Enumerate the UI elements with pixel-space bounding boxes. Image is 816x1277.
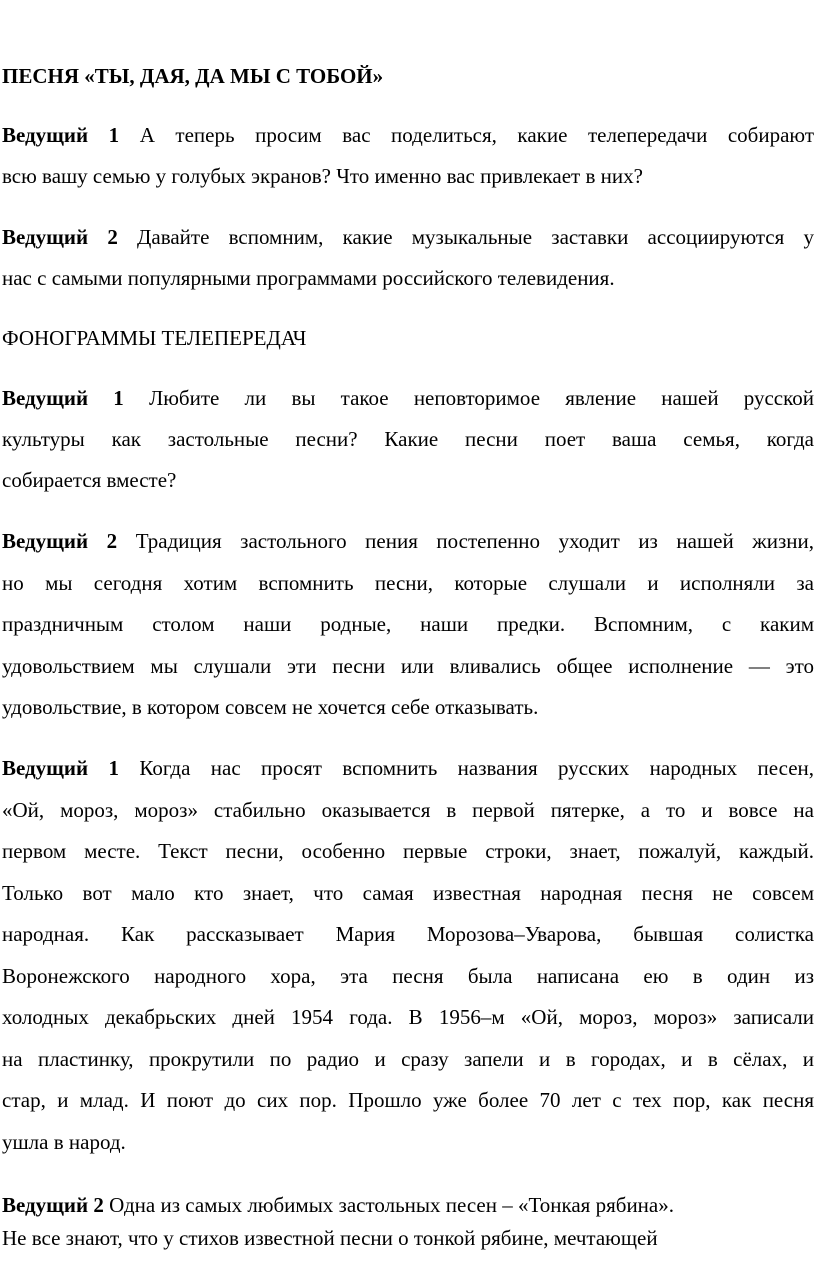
paragraph-line xyxy=(2,388,814,409)
paragraph-line xyxy=(2,758,814,779)
paragraph-text: Давайте вспомним, какие музыкальные заставки ассоциируются у xyxy=(137,225,814,249)
paragraph-line: удовольствием мы слушали эти песни или вливались общее исполнение — это xyxy=(2,654,814,678)
speaker-label: Ведущий 2 xyxy=(2,225,118,249)
paragraph-line: культуры как застольные песни? Какие песни поет ваша семья, когда xyxy=(2,427,814,451)
paragraph-line: холодных декабрьских дней 1954 года. В 1956–м «Ой, мороз, мороз» записали xyxy=(2,1005,814,1029)
paragraph-line xyxy=(2,1195,674,1216)
paragraph-text: Традиция застольного пения постепенно уходит из нашей жизни, xyxy=(135,529,815,553)
paragraph-line: на пластинку, прокрутили по радио и сразу запели и в городах, и в сёлах, и xyxy=(2,1047,814,1071)
paragraph-line xyxy=(2,227,814,248)
paragraph-text: Когда нас просят вспомнить названия русских народных песен, xyxy=(139,756,814,780)
document-title: ПЕСНЯ «ТЫ, ДАЯ, ДА МЫ С ТОБОЙ» xyxy=(2,64,384,88)
paragraph-text: А теперь просим вас поделиться, какие телепередачи собирают xyxy=(139,123,814,147)
paragraph-line: ушла в народ. xyxy=(2,1130,126,1154)
paragraph-line: стар, и млад. И поют до сих пор. Прошло уже более 70 лет с тех пор, как песня xyxy=(2,1088,814,1112)
paragraph-line: всю вашу семью у голубых экранов? Что именно вас привлекает в них? xyxy=(2,164,643,188)
paragraph-line: удовольствие, в котором совсем не хочется себе отказывать. xyxy=(2,695,539,719)
paragraph-line: народная. Как рассказывает Мария Морозова–Уварова, бывшая солистка xyxy=(2,922,814,946)
paragraph-line: Воронежского народного хора, эта песня была написана ею в один из xyxy=(2,964,814,988)
paragraph-line: собирается вместе? xyxy=(2,468,177,492)
paragraph-line: но мы сегодня хотим вспомнить песни, которые слушали и исполняли за xyxy=(2,571,814,595)
section-heading: ФОНОГРАММЫ ТЕЛЕПЕРЕДАЧ xyxy=(2,326,307,350)
paragraph-line: «Ой, мороз, мороз» стабильно оказывается в первой пятерке, а то и вовсе на xyxy=(2,798,814,822)
speaker-label: Ведущий 1 xyxy=(2,386,124,410)
speaker-label: Ведущий 2 xyxy=(2,529,118,553)
paragraph-line: первом месте. Текст песни, особенно первые строки, знает, пожалуй, каждый. xyxy=(2,839,814,863)
paragraph-line: Не все знают, что у стихов известной песни о тонкой рябине, мечтающей xyxy=(2,1226,658,1250)
paragraph-line: Только вот мало кто знает, что самая известная народная песня не совсем xyxy=(2,881,814,905)
paragraph-text: Одна из самых любимых застольных песен – «Тонкая рябина». xyxy=(109,1193,674,1217)
paragraph-text: Любите ли вы такое неповторимое явление нашей русской xyxy=(149,386,815,410)
speaker-label: Ведущий 1 xyxy=(2,756,119,780)
paragraph-line xyxy=(2,531,814,552)
speaker-label: Ведущий 1 xyxy=(2,123,120,147)
speaker-label: Ведущий 2 xyxy=(2,1193,104,1217)
paragraph-line: праздничным столом наши родные, наши предки. Вспомним, с каким xyxy=(2,612,814,636)
paragraph-line: нас с самыми популярными программами российского телевидения. xyxy=(2,266,615,290)
paragraph-line xyxy=(2,125,814,146)
